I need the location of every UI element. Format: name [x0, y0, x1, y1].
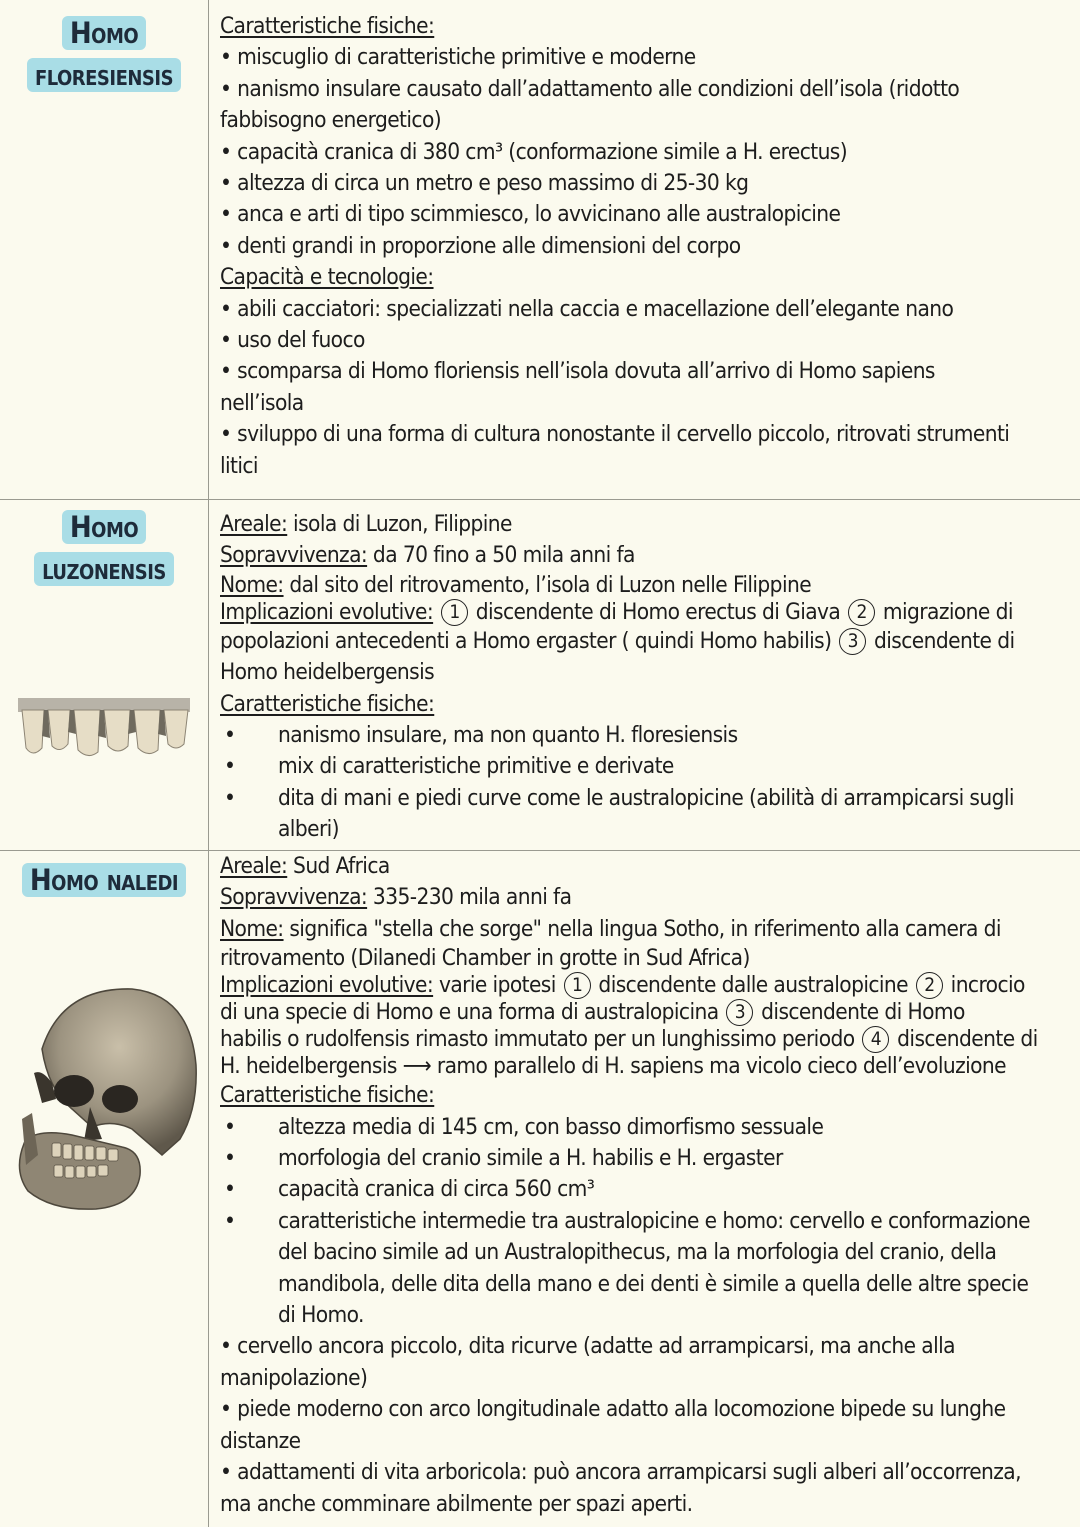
bullet: • cervello ancora piccolo, dita ricurve (adatte ad arrampicarsi, ma anche alla — [220, 1331, 1070, 1362]
section-luzonensis — [0, 500, 1080, 851]
circled-number: 1 — [441, 599, 468, 626]
nome-line: ritrovamento (Dilanedi Chamber in grotte in Sud Africa) — [220, 945, 750, 972]
bullet: • adattamenti di vita arboricola: può ancora arrampicarsi sugli alberi all’occorrenza, — [220, 1457, 1070, 1488]
title-word: Homo — [62, 510, 146, 544]
bullet: • anca e arti di tipo scimmiesco, lo avvicinano alle australopicine — [220, 199, 1070, 230]
sopravvivenza-line — [220, 540, 1070, 571]
implicazioni-line: H. heidelbergensis ⟶ ramo parallelo di H. sapiens ma vicolo cieco dell’evoluzione — [220, 1053, 1006, 1080]
heading-physical: Caratteristiche fisiche: — [220, 690, 435, 717]
bullet: • altezza di circa un metro e peso massimo di 25-30 kg — [220, 168, 1070, 199]
nome-value: dal sito del ritrovamento, l’isola di Luzon nelle Filippine — [283, 571, 812, 598]
implicazioni-text: varie ipotesi — [433, 972, 562, 999]
bullet: • piede moderno con arco longitudinale adatto alla locomozione bipede su lunghe — [220, 1394, 1070, 1425]
bullet-cont: mandibola, delle dita della mano e dei denti è simile a quella delle altre specie — [278, 1270, 1029, 1297]
bullet-cont: alberi) — [278, 816, 339, 843]
implicazioni-text: discendente di Homo — [755, 999, 965, 1026]
bullet: • mix di caratteristiche primitive e derivate — [220, 751, 1070, 782]
heading-physical: Caratteristiche fisiche: — [220, 1082, 435, 1109]
bullet-cont: distanze — [220, 1427, 301, 1454]
sopravvivenza-value: 335-230 mila anni fa — [367, 884, 572, 911]
areale-label: Areale: — [220, 511, 288, 537]
implicazioni-line — [220, 999, 1070, 1026]
bullet: • denti grandi in proporzione alle dimensioni del corpo — [220, 231, 1070, 262]
bullet: • miscuglio di caratteristiche primitive e moderne — [220, 42, 1070, 73]
circled-number: 4 — [862, 1026, 889, 1053]
section-naledi — [0, 851, 1080, 1527]
teeth-fossil-image — [18, 698, 190, 760]
bullet: • caratteristiche intermedie tra australopicine e homo: cervello e conformazione — [220, 1206, 1070, 1237]
title-word: Homo naledi — [22, 863, 186, 897]
label-column — [0, 0, 209, 499]
bullet: • nanismo insulare, ma non quanto H. floresiensis — [220, 720, 1070, 751]
bullet: • scomparsa di Homo floriensis nell’isola dovuta all’arrivo di Homo sapiens — [220, 356, 1070, 387]
species-title — [0, 12, 208, 96]
sopravvivenza-label: Sopravvivenza: — [220, 542, 368, 569]
bullet: • morfologia del cranio simile a H. habilis e H. ergaster — [220, 1143, 1070, 1174]
areale-line — [220, 851, 1070, 882]
areale-line — [220, 509, 1070, 540]
bullet: • capacità cranica di circa 560 cm³ — [220, 1174, 1070, 1205]
implicazioni-text: incrocio — [944, 972, 1025, 999]
areale-value: isola di Luzon, Filippine — [287, 511, 512, 537]
implicazioni-text: discendente di — [868, 627, 1015, 654]
bullet: • uso del fuoco — [220, 325, 1070, 356]
nome-label: Nome: — [220, 571, 284, 598]
implicazioni-line — [220, 626, 1070, 657]
circled-number: 3 — [839, 628, 866, 655]
bullet: • dita di mani e piedi curve come le australopicine (abilità di arrampicarsi sugli — [220, 783, 1070, 814]
implicazioni-line — [220, 972, 1070, 999]
bullet-cont: nell’isola — [220, 389, 304, 416]
title-word: floresiensis — [27, 58, 181, 92]
circled-number: 2 — [848, 599, 875, 626]
sopravvivenza-line — [220, 882, 1070, 913]
implicazioni-text: habilis o rudolfensis rimasto immutato per un lunghissimo periodo — [220, 1026, 861, 1053]
label-column — [0, 851, 209, 1527]
implicazioni-text: di una specie di Homo e una forma di australopicina — [220, 999, 725, 1026]
bullet: • abili cacciatori: specializzati nella caccia e macellazione dell’elegante nano — [220, 294, 1070, 325]
sopravvivenza-label: Sopravvivenza: — [220, 884, 368, 911]
bullet: • nanismo insulare causato dall’adattamento alle condizioni dell’isola (ridotto — [220, 74, 1070, 105]
bullet: • altezza media di 145 cm, con basso dimorfismo sessuale — [220, 1112, 1070, 1143]
bullet-cont: ma anche comminare abilmente per spazi aperti. — [220, 1490, 693, 1517]
section-floresiensis — [0, 0, 1080, 500]
implicazioni-line — [220, 1026, 1070, 1053]
implicazioni-text: migrazione di — [877, 598, 1013, 625]
implicazioni-label: Implicazioni evolutive: — [220, 972, 434, 999]
implicazioni-line: Homo heidelbergensis — [220, 659, 435, 686]
bullet-cont: litici — [220, 452, 258, 479]
nome-line — [220, 914, 1070, 945]
skull-fossil-image — [12, 979, 198, 1215]
implicazioni-text: discendente di Homo erectus di Giava — [469, 598, 847, 625]
bullet-cont: fabbisogno energetico) — [220, 107, 442, 134]
content-column — [220, 509, 1070, 846]
title-word: luzonensis — [34, 552, 174, 586]
label-column — [0, 500, 209, 850]
heading-capabilities: Capacità e tecnologie: — [220, 264, 434, 291]
implicazioni-line — [220, 599, 1070, 626]
implicazioni-text: discendente di — [891, 1026, 1038, 1053]
species-title — [0, 859, 208, 901]
nome-line — [220, 572, 1070, 599]
species-title — [0, 506, 208, 590]
nome-label: Nome: — [220, 915, 284, 942]
content-column — [220, 851, 1070, 1520]
content-column — [220, 11, 1070, 482]
bullet: • sviluppo di una forma di cultura nonostante il cervello piccolo, ritrovati strumenti — [220, 419, 1070, 450]
title-word: Homo — [62, 16, 146, 50]
areale-label: Areale: — [220, 853, 288, 879]
circled-number: 2 — [916, 972, 943, 999]
nome-value: significa "stella che sorge" nella lingua Sotho, in riferimento alla camera di — [283, 915, 1001, 942]
heading-physical: Caratteristiche fisiche: — [220, 13, 435, 39]
bullet-cont: del bacino simile ad un Australopithecus, ma la morfologia del cranio, della — [278, 1239, 997, 1266]
bullet-cont: manipolazione) — [220, 1364, 368, 1391]
circled-number: 1 — [564, 972, 591, 999]
areale-value: Sud Africa — [287, 853, 390, 879]
bullet-cont: di Homo. — [278, 1302, 364, 1329]
circled-number: 3 — [726, 999, 753, 1026]
implicazioni-label: Implicazioni evolutive: — [220, 598, 434, 625]
implicazioni-text: discendente dalle australopicine — [592, 972, 914, 999]
implicazioni-text: popolazioni antecedenti a Homo ergaster ( quindi Homo habilis) — [220, 627, 838, 654]
sopravvivenza-value: da 70 fino a 50 mila anni fa — [367, 542, 635, 569]
bullet: • capacità cranica di 380 cm³ (conformazione simile a H. erectus) — [220, 137, 1070, 168]
